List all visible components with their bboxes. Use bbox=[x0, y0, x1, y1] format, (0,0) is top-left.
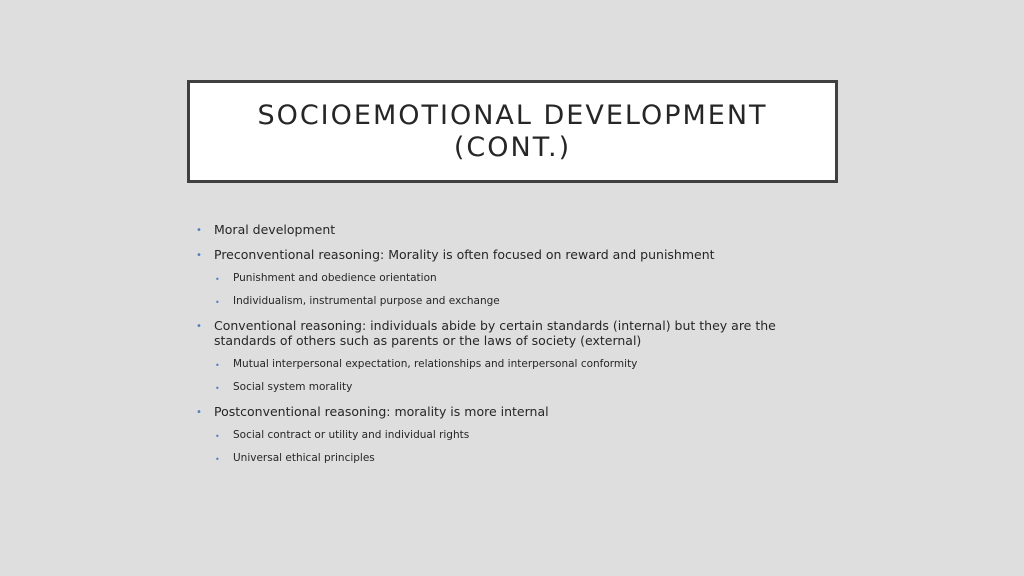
bullet-item bbox=[196, 222, 836, 237]
sub-bullet-item bbox=[215, 272, 836, 285]
bullet-icon: • bbox=[196, 407, 202, 418]
bullet-icon: • bbox=[215, 455, 220, 464]
bullet-icon: • bbox=[196, 250, 202, 261]
bullet-item bbox=[196, 318, 836, 348]
sub-bullet-text: Social contract or utility and individual rights bbox=[233, 429, 470, 441]
bullet-icon: • bbox=[215, 361, 220, 370]
sub-bullet-text: Mutual interpersonal expectation, relationships and interpersonal conformity bbox=[233, 358, 638, 370]
bullet-list bbox=[196, 222, 836, 475]
bullet-icon: • bbox=[196, 321, 202, 332]
sub-bullet-text: Universal ethical principles bbox=[233, 452, 375, 464]
bullet-icon: • bbox=[215, 384, 220, 393]
bullet-icon: • bbox=[196, 225, 202, 236]
bullet-text: Postconventional reasoning: morality is more internal bbox=[214, 404, 549, 419]
slide-title-line-2: (CONT.) bbox=[453, 131, 572, 163]
sub-bullet-item bbox=[215, 358, 836, 371]
sub-bullet-item bbox=[215, 381, 836, 394]
sub-bullet-text: Individualism, instrumental purpose and exchange bbox=[233, 295, 500, 307]
bullet-text: Preconventional reasoning: Morality is often focused on reward and punishment bbox=[214, 247, 715, 262]
bullet-text: Conventional reasoning: individuals abide by certain standards (internal) but they are the standards of others such as parents or the laws of society (external) bbox=[214, 318, 776, 348]
slide-title-line-1: SOCIOEMOTIONAL DEVELOPMENT bbox=[257, 99, 768, 131]
sub-bullet-item bbox=[215, 452, 836, 465]
bullet-icon: • bbox=[215, 298, 220, 307]
title-box bbox=[187, 80, 838, 183]
bullet-icon: • bbox=[215, 432, 220, 441]
sub-bullet-item bbox=[215, 429, 836, 442]
bullet-icon: • bbox=[215, 275, 220, 284]
bullet-item bbox=[196, 404, 836, 419]
bullet-item bbox=[196, 247, 836, 262]
sub-bullet-text: Punishment and obedience orientation bbox=[233, 272, 437, 284]
bullet-text: Moral development bbox=[214, 222, 336, 237]
sub-bullet-text: Social system morality bbox=[233, 381, 353, 393]
sub-bullet-item bbox=[215, 295, 836, 308]
